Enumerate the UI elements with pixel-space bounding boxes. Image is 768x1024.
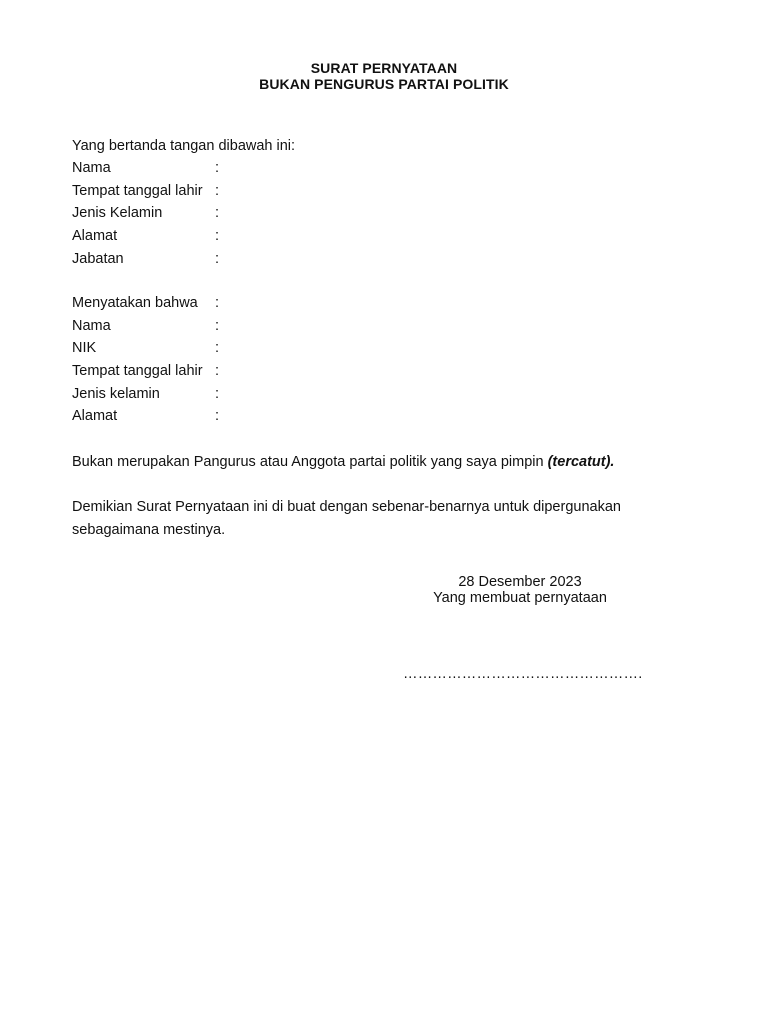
statement-paragraph [72, 451, 672, 474]
field-label-nama: Nama [72, 317, 111, 334]
field-colon: : [215, 317, 220, 334]
field-label-menyatakan: Menyatakan bahwa [72, 295, 198, 311]
closing-line: Demikian Surat Pernyataan ini di buat dengan sebenar-benarnya untuk dipergunakan [72, 499, 621, 515]
field-label-ttl: Tempat tanggal lahir [72, 182, 203, 199]
closing-paragraph [72, 496, 672, 541]
field-colon: : [215, 385, 220, 402]
intro-text: Yang bertanda tangan dibawah ini: [72, 138, 296, 154]
field-label-nik: NIK [72, 340, 97, 357]
document-title: SURAT PERNYATAAN [310, 60, 458, 76]
statement-emphasis: (tercatut). [547, 454, 615, 470]
field-colon: : [215, 295, 220, 311]
field-label-ttl: Tempat tanggal lahir [72, 363, 203, 380]
field-colon: : [215, 408, 220, 425]
signature-line: …………………………………………. [403, 666, 643, 682]
field-label-alamat: Alamat [72, 408, 118, 425]
field-label-alamat: Alamat [72, 228, 118, 245]
document-subtitle: BUKAN PENGURUS PARTAI POLITIK [259, 76, 509, 92]
field-colon: : [215, 363, 220, 380]
field-colon: : [215, 205, 220, 222]
field-colon: : [215, 250, 220, 267]
signature-date: 28 Desember 2023 [458, 574, 582, 590]
field-label-jenis-kelamin: Jenis Kelamin [72, 205, 163, 222]
statement-text: Bukan merupakan Pangurus atau Anggota partai politik yang saya pimpin [72, 454, 548, 470]
field-colon: : [215, 160, 220, 176]
field-label-nama: Nama [72, 160, 111, 176]
field-label-jabatan: Jabatan [72, 250, 124, 267]
closing-line: sebagaimana mestinya. [72, 521, 226, 538]
field-colon: : [215, 228, 220, 245]
field-colon: : [215, 182, 220, 199]
signature-maker-label: Yang membuat pernyataan [433, 590, 607, 606]
field-colon: : [215, 340, 220, 357]
field-label-jenis-kelamin: Jenis kelamin [72, 385, 160, 402]
